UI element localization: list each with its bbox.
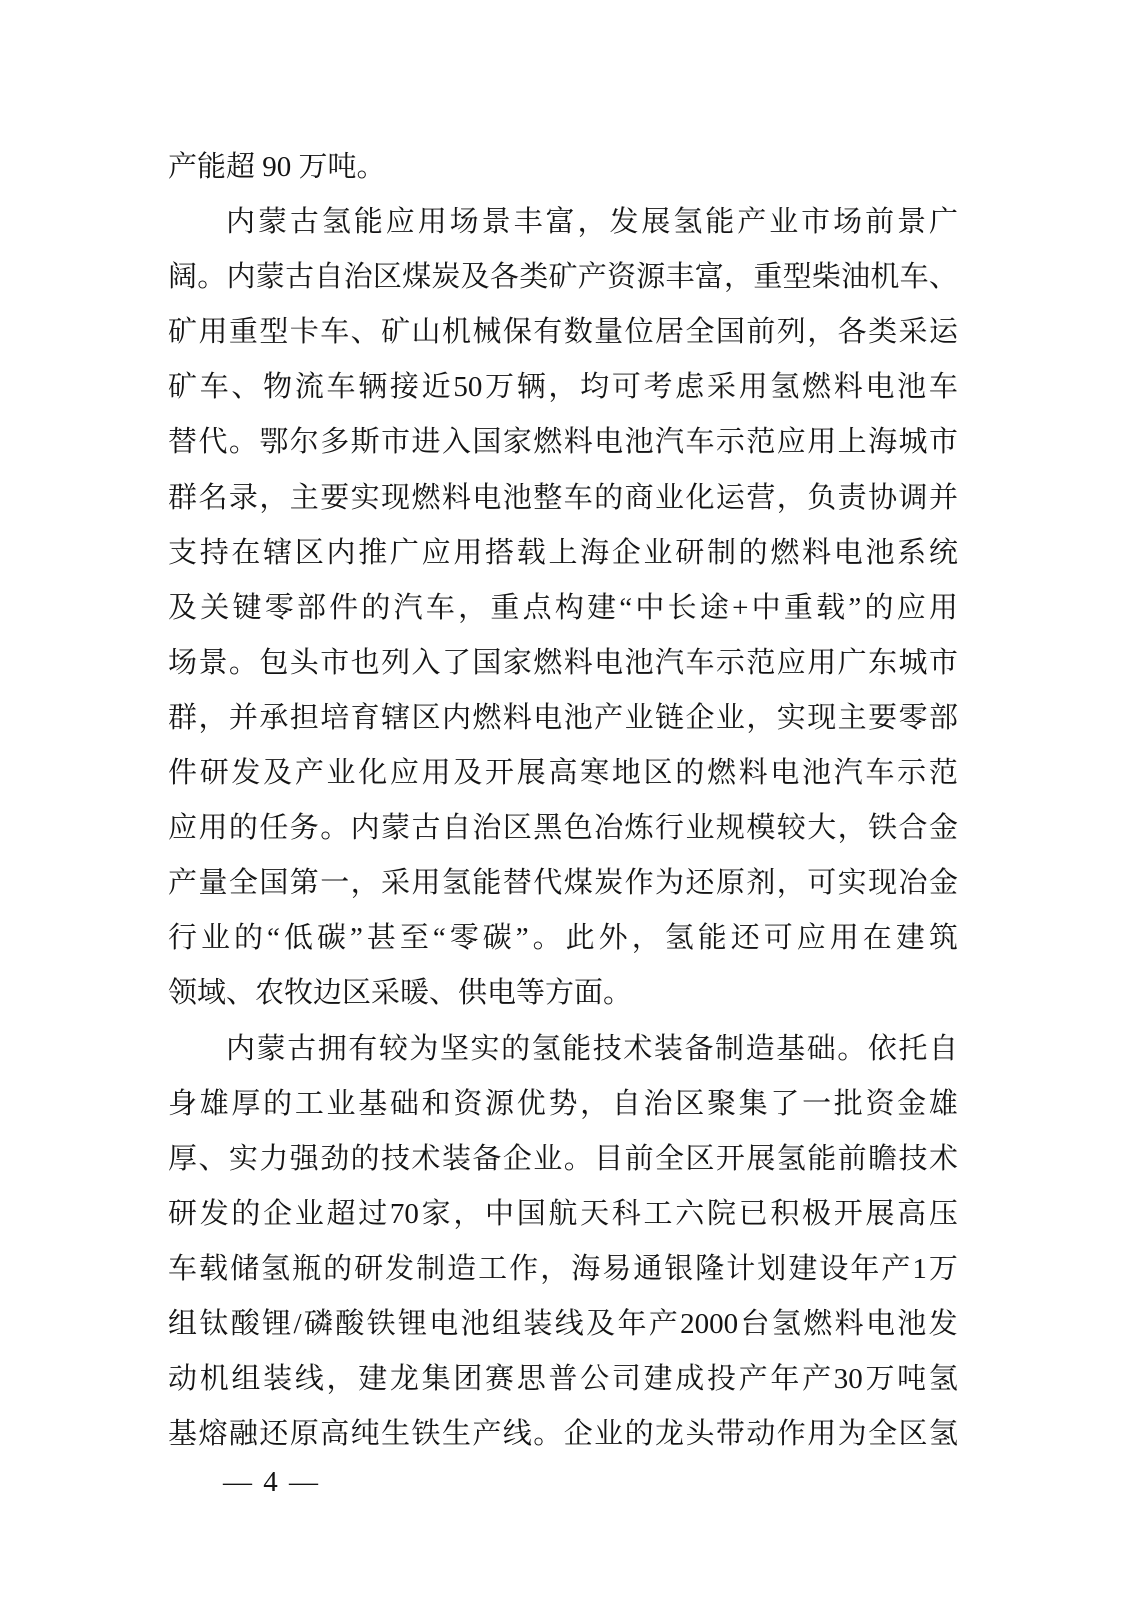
text-line: 厚 、 实 力 强 劲 的 技 术 装 备 企 业 。 目 前 全 区 开 展 氢 能 前 瞻 技 术 [168,1142,958,1175]
text-line: 群 名 录 ， 主 要 实 现 燃 料 电 池 整 车 的 商 业 化 运 营 ， 负 责 协 调 并 [168,481,958,514]
text-line: 车 载 储 氢 瓶 的 研 发 制 造 工 作 ， 海 易 通 银 隆 计 划 建 设 年 产 1 万 [168,1252,958,1285]
text-line: 件 研 发 及 产 业 化 应 用 及 开 展 高 寒 地 区 的 燃 料 电 池 汽 车 示 范 [168,757,958,790]
page-number: — 4 — [223,1466,320,1498]
text-line: 研 发 的 企 业 超 过 70 家 ， 中 国 航 天 科 工 六 院 已 积 极 开 展 高 压 [168,1197,958,1230]
text-line: 产能超 90 万吨。 [168,151,386,183]
text-line: 群 ， 并 承 担 培 育 辖 区 内 燃 料 电 池 产 业 链 企 业 ， 实 现 主 要 零 部 [168,701,958,734]
text-line: 行 业 的 “ 低 碳 ” 甚 至 “ 零 碳 ” 。 此 外 ， 氢 能 还 可 应 用 在 建 筑 [168,922,958,955]
text-line: 产 量 全 国 第 一 ， 采 用 氢 能 替 代 煤 炭 作 为 还 原 剂 ， 可 实 现 冶 金 [168,867,958,900]
text-line: 领域、农牧边区采暖、供电等方面。 [168,977,633,1010]
text-line: 矿 车 、 物 流 车 辆 接 近 50 万 辆 ， 均 可 考 虑 采 用 氢 燃 料 电 池 车 [168,371,958,404]
document-body [168,140,958,1462]
text-line: 组 钛 酸 锂 / 磷 酸 铁 锂 电 池 组 装 线 及 年 产 2000 台 氢 燃 料 电 池 发 [168,1307,958,1340]
text-line: 支 持 在 辖 区 内 推 广 应 用 搭 载 上 海 企 业 研 制 的 燃 料 电 池 系 统 [168,536,958,569]
text-line: 内 蒙 古 拥 有 较 为 坚 实 的 氢 能 技 术 装 备 制 造 基 础 。 依 托 自 [226,1032,958,1065]
text-line: 及 关 键 零 部 件 的 汽 车 ， 重 点 构 建 “ 中 长 途 + 中 重 载 ” 的 应 用 [168,591,958,624]
text-line: 基 熔 融 还 原 高 纯 生 铁 生 产 线 。 企 业 的 龙 头 带 动 作 用 为 全 区 氢 [168,1418,958,1451]
text-line: 动 机 组 装 线 ， 建 龙 集 团 赛 思 普 公 司 建 成 投 产 年 产 30 万 吨 氢 [168,1363,958,1396]
text-line: 矿 用 重 型 卡 车 、 矿 山 机 械 保 有 数 量 位 居 全 国 前 列 ， 各 类 采 运 [168,316,958,349]
text-line: 身 雄 厚 的 工 业 基 础 和 资 源 优 势 ， 自 治 区 聚 集 了 一 批 资 金 雄 [168,1087,958,1120]
text-line: 应 用 的 任 务 。 内 蒙 古 自 治 区 黑 色 冶 炼 行 业 规 模 较 大 ， 铁 合 金 [168,812,958,845]
text-line: 阔 。 内 蒙 古 自 治 区 煤 炭 及 各 类 矿 产 资 源 丰 富 ， 重 型 柴 油 机 车 、 [168,261,958,294]
text-line: 场 景 。 包 头 市 也 列 入 了 国 家 燃 料 电 池 汽 车 示 范 应 用 广 东 城 市 [168,646,958,679]
text-line: 内 蒙 古 氢 能 应 用 场 景 丰 富 ， 发 展 氢 能 产 业 市 场 前 景 广 [226,206,958,239]
text-line: 替 代 。 鄂 尔 多 斯 市 进 入 国 家 燃 料 电 池 汽 车 示 范 应 用 上 海 城 市 [168,426,958,459]
